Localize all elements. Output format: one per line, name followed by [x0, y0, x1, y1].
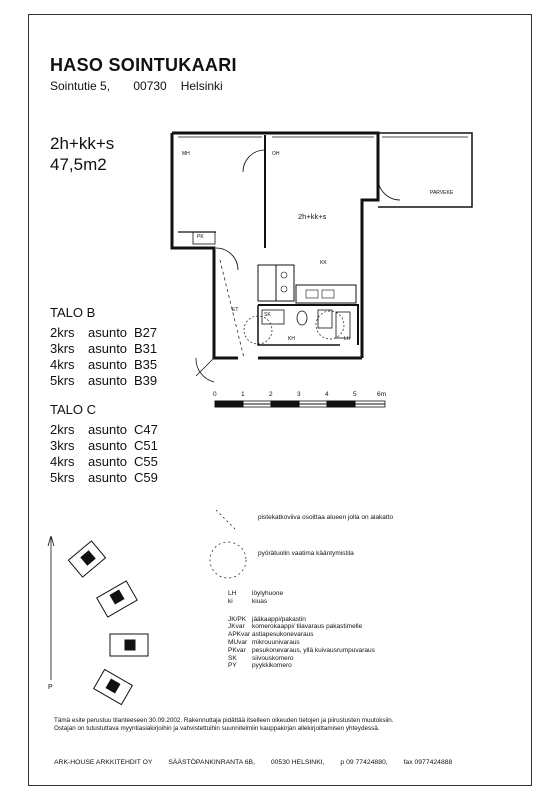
- code: APKvar: [228, 631, 251, 639]
- postcode: 00730: [133, 79, 167, 93]
- note-line: Ostajan on tutustuttava myyntiasiakirjoihin ja vahvistettuihin suunnitelmiin kauppakirjan allekirjoittamisen yhteydessä.: [54, 725, 380, 732]
- desc: mikrouunivaraus: [252, 638, 300, 646]
- north-label: P: [48, 684, 53, 691]
- list-item: [228, 623, 375, 631]
- unit: B31: [134, 341, 158, 356]
- label-lh: LH: [344, 336, 351, 342]
- unit: C47: [134, 422, 158, 437]
- label-parveke: PARVEKE: [430, 190, 454, 196]
- desc: komerokaappi/ tilavaraus pakastimelle: [252, 623, 363, 631]
- footer-phone: p 09 77424880,: [340, 759, 388, 766]
- talo-b-heading: TALO B: [50, 305, 96, 320]
- word: asunto: [88, 325, 128, 340]
- footer-company: ARK-HOUSE ARKKITEHDIT OY: [54, 759, 153, 766]
- list-item: [228, 616, 375, 624]
- label-pk: PK: [197, 234, 204, 240]
- label-oh: OH: [272, 151, 280, 157]
- floor: 2krs: [50, 422, 75, 437]
- unit: B39: [134, 373, 158, 388]
- unit: C55: [134, 454, 158, 469]
- list-item: [228, 631, 375, 639]
- footer-address: SÄÄSTÖPANKINRANTA 6B,: [168, 759, 255, 766]
- desc: astiapesukonevaraus: [252, 631, 314, 639]
- apartment-type: 2h+kk+s: [50, 134, 115, 153]
- label-kh: KH: [288, 336, 295, 342]
- code: PY: [228, 662, 237, 670]
- label-sk: SK: [264, 312, 271, 318]
- floor: 5krs: [50, 470, 75, 485]
- talo-c-heading: TALO C: [50, 402, 96, 417]
- label-et: ET: [232, 307, 239, 313]
- footer-fax: fax 0977424888: [403, 759, 453, 766]
- floor: 4krs: [50, 454, 75, 469]
- word: asunto: [88, 373, 128, 388]
- list-item: [228, 590, 375, 598]
- list-item: [228, 647, 375, 655]
- street: Sointutie 5,: [50, 79, 111, 93]
- list-item: [228, 598, 375, 606]
- scale-tick: 3: [297, 391, 301, 398]
- floor: 5krs: [50, 373, 75, 388]
- apartment-area: 47,5m2: [50, 155, 107, 174]
- floor: 3krs: [50, 341, 75, 356]
- note-line: Tämä esite perustuu tilanteeseen 30.09.2002. Rakennuttaja pidättää itselleen oikeuden tietojen ja piirustusten muutoksiin.: [54, 717, 394, 724]
- scale-tick: 2: [269, 391, 273, 398]
- word: asunto: [88, 341, 128, 356]
- code: SK: [228, 654, 237, 662]
- code: JKvar: [228, 623, 245, 631]
- legend-dashed: pistekatkoviiva osoittaa alueen jolla on alakatto: [258, 514, 394, 521]
- list-item: [228, 655, 375, 663]
- footer: [54, 759, 466, 766]
- code: ki: [228, 597, 233, 605]
- scale-tick: 5: [353, 391, 357, 398]
- desc: pyykkikomero: [252, 662, 292, 670]
- floor: 2krs: [50, 325, 75, 340]
- unit: C51: [134, 438, 158, 453]
- legend-circle: pyörätuolin vaatima kääntymistila: [258, 550, 354, 557]
- project-title: HASO SOINTUKAARI: [50, 55, 237, 75]
- desc: kiuas: [252, 597, 268, 605]
- disclaimer-note: [54, 717, 454, 733]
- scale-bar: [215, 391, 385, 417]
- unit: B35: [134, 357, 158, 372]
- list-item: [228, 662, 375, 670]
- code: PKvar: [228, 646, 246, 654]
- label-mh: MH: [182, 151, 190, 157]
- footer-city: 00530 HELSINKI,: [270, 759, 325, 766]
- code: MUvar: [228, 638, 248, 646]
- scale-tick: 1: [241, 391, 245, 398]
- label-kk: KK: [320, 260, 327, 266]
- desc: pesukonevaraus, yllä kuivausrumpuvaraus: [252, 646, 375, 654]
- code: JK/PK: [228, 615, 247, 623]
- unit: B27: [134, 325, 158, 340]
- floor: 4krs: [50, 357, 75, 372]
- scale-tick: 6m: [377, 391, 387, 398]
- desc: siivouskomero: [252, 654, 294, 662]
- scale-tick: 0: [213, 391, 217, 398]
- word: asunto: [88, 357, 128, 372]
- unit: C59: [134, 470, 158, 485]
- list-item: [228, 639, 375, 647]
- word: asunto: [88, 422, 128, 437]
- code: LH: [228, 590, 237, 597]
- scale-tick: 4: [325, 391, 329, 398]
- city: Helsinki: [180, 79, 223, 93]
- desc: jääkaappi/pakastin: [252, 615, 306, 623]
- desc: löylyhuone: [252, 590, 284, 597]
- word: asunto: [88, 438, 128, 453]
- word: asunto: [88, 470, 128, 485]
- label-room: 2h+kk+s: [298, 212, 327, 221]
- list-item: [228, 606, 375, 616]
- floor: 3krs: [50, 438, 75, 453]
- codes-legend: [228, 590, 375, 670]
- word: asunto: [88, 454, 128, 469]
